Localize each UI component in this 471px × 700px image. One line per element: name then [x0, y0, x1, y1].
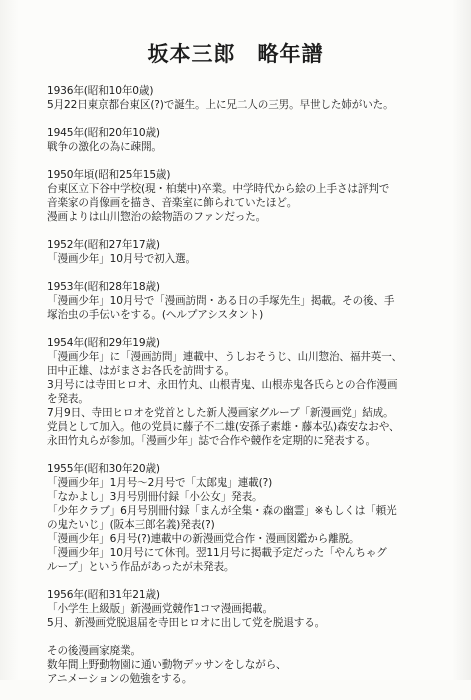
entry-line: 数年間上野動物園に通い動物デッサンをしながら、: [47, 659, 287, 671]
entry-line: 田中正雄、はがまさお各氏を訪問する。: [47, 365, 235, 377]
entry-line: 永田竹丸らが参加。「漫画少年」誌で合作や競作を定期的に発表する。: [47, 435, 376, 447]
entry-line: を発表。: [47, 393, 89, 405]
entry-line: 「漫画少年」10月号にて休刊。翌11月号に掲載予定だった「やんちゃグ: [47, 547, 387, 559]
chronology-entry: [47, 588, 457, 630]
entry-year: 1956年(昭和31年21歳): [47, 589, 160, 601]
entry-year: 1936年(昭和10年0歳): [47, 85, 154, 97]
entry-line: 5月、新漫画党脱退届を寺田ヒロオに出して党を脱退する。: [47, 617, 326, 629]
chronology-entry: [47, 280, 457, 322]
entry-line: 「漫画少年」10月号で初入選。: [47, 253, 196, 265]
entry-line: 3月号には寺田ヒロオ、永田竹丸、山根青鬼、山根赤鬼各氏らとの合作漫画: [47, 379, 398, 391]
entry-line: 音楽家の肖像画を描き、音楽室に飾られていたほど。: [47, 197, 298, 209]
entry-year: 1952年(昭和27年17歳): [47, 239, 160, 251]
entry-line: 「漫画少年」10月号で「漫画訪問・ある日の手塚先生」掲載。その後、手: [47, 295, 395, 307]
entry-line: 「漫画少年」6月号(?)連載中の新漫画党合作・漫画図鑑から離脱。: [47, 533, 360, 545]
entry-year: 1954年(昭和29年19歳): [47, 337, 160, 349]
entry-line: アニメーションの勉強をする。: [47, 673, 193, 685]
entry-year: 1953年(昭和28年18歳): [47, 281, 160, 293]
chronology-entry: [47, 84, 457, 112]
entry-line: 党員として加入。他の党員に藤子不二雄(安孫子素雄・藤本弘)森安なおや、: [47, 421, 400, 433]
entry-line: 「漫画少年」に「漫画訪問」連載中、うしおそうじ、山川惣治、福井英一、: [47, 351, 403, 363]
chronology-entry: [47, 462, 457, 574]
entry-line: 塚治虫の手伝いをする。(ヘルプアシスタント): [47, 309, 264, 321]
entry-year: 1950年頃(昭和25年15歳): [47, 169, 171, 181]
chronology: [47, 84, 457, 700]
entry-line: 台東区立下谷中学校(現・柏葉中)卒業。中学時代から絵の上手さは評判で: [47, 183, 390, 195]
chronology-entry: [47, 168, 457, 224]
chronology-entry: [47, 238, 457, 266]
entry-line: 5月22日東京都台東区(?)で誕生。上に兄二人の三男。早世した姉がいた。: [47, 99, 394, 111]
entry-line: の鬼たいじ」(阪本三郎名義)発表(?): [47, 519, 215, 531]
cut-off-next-line: [47, 672, 167, 680]
entry-line: ループ」という作品があったが未発表。: [47, 561, 235, 573]
entry-line: 7月9日、寺田ヒロオを党首とした新人漫画家グループ「新漫画党」結成。: [47, 407, 394, 419]
entry-line: その後漫画家廃業。: [47, 645, 141, 657]
entry-line: 「漫画少年」1月号〜2月号で「太郎鬼」連載(?): [47, 477, 273, 489]
chronology-entry: [47, 126, 457, 154]
chronology-entry: [47, 336, 457, 448]
entry-line: 漫画よりは山川惣治の絵物語のファンだった。: [47, 211, 267, 223]
entry-line: 「小学生上級版」新漫画党競作1コマ漫画掲載。: [47, 603, 273, 615]
page-title: 坂本三郎 略年譜: [147, 42, 324, 66]
entry-year: 1955年(昭和30年20歳): [47, 463, 160, 475]
entry-line: 「少年クラブ」6月号別冊付録「まんが全集・森の幽霊」※もしくは「頼光: [47, 505, 397, 517]
entry-line: 「なかよし」3月号別冊付録「小公女」発表。: [47, 491, 263, 503]
entry-year: 1945年(昭和20年10歳): [47, 127, 160, 139]
entry-line: 戦争の激化の為に疎開。: [47, 141, 162, 153]
